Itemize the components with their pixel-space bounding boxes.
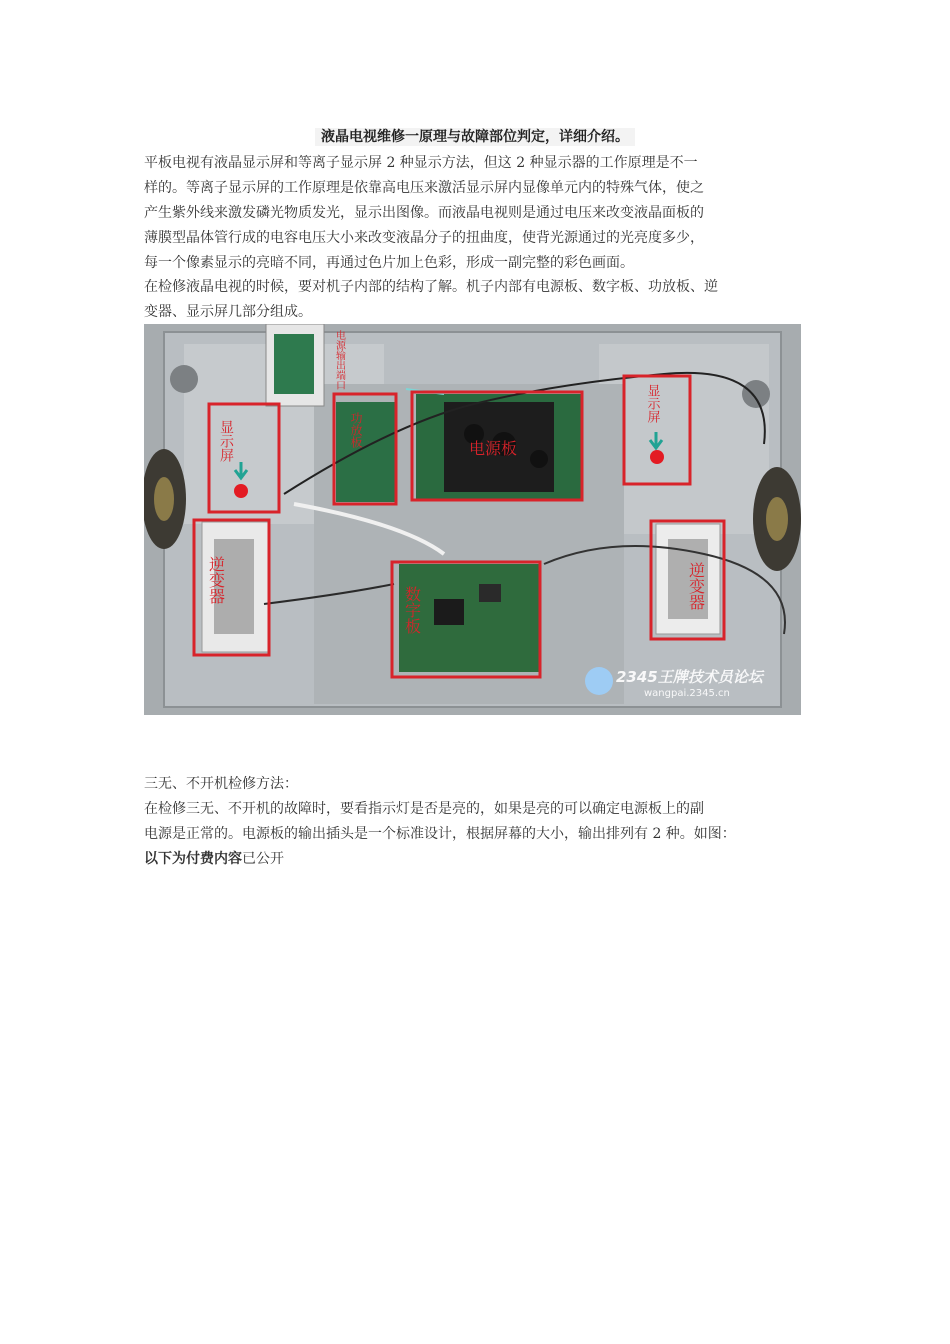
text-line: 在检修三无、不开机的故障时，要看指示灯是否是亮的，如果是亮的可以确定电源板上的副	[144, 801, 704, 817]
paid-bold-text: 以下为付费内容	[144, 851, 242, 867]
display-right-label: 显示屏	[644, 384, 660, 423]
text-line: 薄膜型晶体管行成的电容电压大小来改变液晶分子的扭曲度，使背光源通过的光亮度多少，	[144, 230, 704, 246]
document-title: 液晶电视维修一原理与故障部位判定，详细介绍。	[0, 126, 950, 146]
text-line: 样的。等离子显示屏的工作原理是依靠高电压来激活显示屏内显像单元内的特殊气体，使之	[144, 180, 704, 196]
structure-paragraph	[144, 275, 809, 325]
text-line: 在检修液晶电视的时候，要对机子内部的结构了解。机子内部有电源板、数字板、功放板、逆	[144, 279, 718, 295]
inverter-left-label: 逆变器	[206, 556, 226, 604]
text-line: 三无、不开机检修方法：	[144, 776, 298, 792]
tv-internal-photo	[144, 324, 801, 715]
power-board-label: 电源板	[469, 439, 518, 458]
paid-rest-text: 已公开	[242, 851, 284, 867]
intro-paragraph	[144, 151, 809, 276]
watermark-url: wangpai.2345.cn	[644, 688, 730, 699]
inverter-right-label: 逆变器	[686, 562, 706, 610]
repair-paragraph	[144, 797, 809, 847]
text-line: 变器、显示屏几部分组成。	[144, 304, 312, 320]
watermark-text: 2345王牌技术员论坛	[616, 668, 763, 686]
text-line: 产生紫外线来激发磷光物质发光，显示出图像。而液晶电视则是通过电压来改变液晶面板的	[144, 205, 704, 221]
power-output-label: 电源输出端口	[333, 330, 345, 390]
paid-content-note	[144, 847, 809, 872]
digital-board-label: 数字板	[402, 586, 422, 634]
section-heading	[144, 772, 809, 797]
text-line: 每一个像素显示的亮暗不同，再通过色片加上色彩，形成一副完整的彩色画面。	[144, 255, 634, 271]
amp-board-label: 功放板	[349, 412, 363, 448]
display-left-label: 显示屏	[218, 420, 234, 462]
text-line: 电源是正常的。电源板的输出插头是一个标准设计，根据屏幕的大小，输出排列有 2 种。如图：	[144, 826, 736, 842]
text-line: 平板电视有液晶显示屏和等离子显示屏 2 种显示方法，但这 2 种显示器的工作原理是不一	[144, 155, 698, 171]
